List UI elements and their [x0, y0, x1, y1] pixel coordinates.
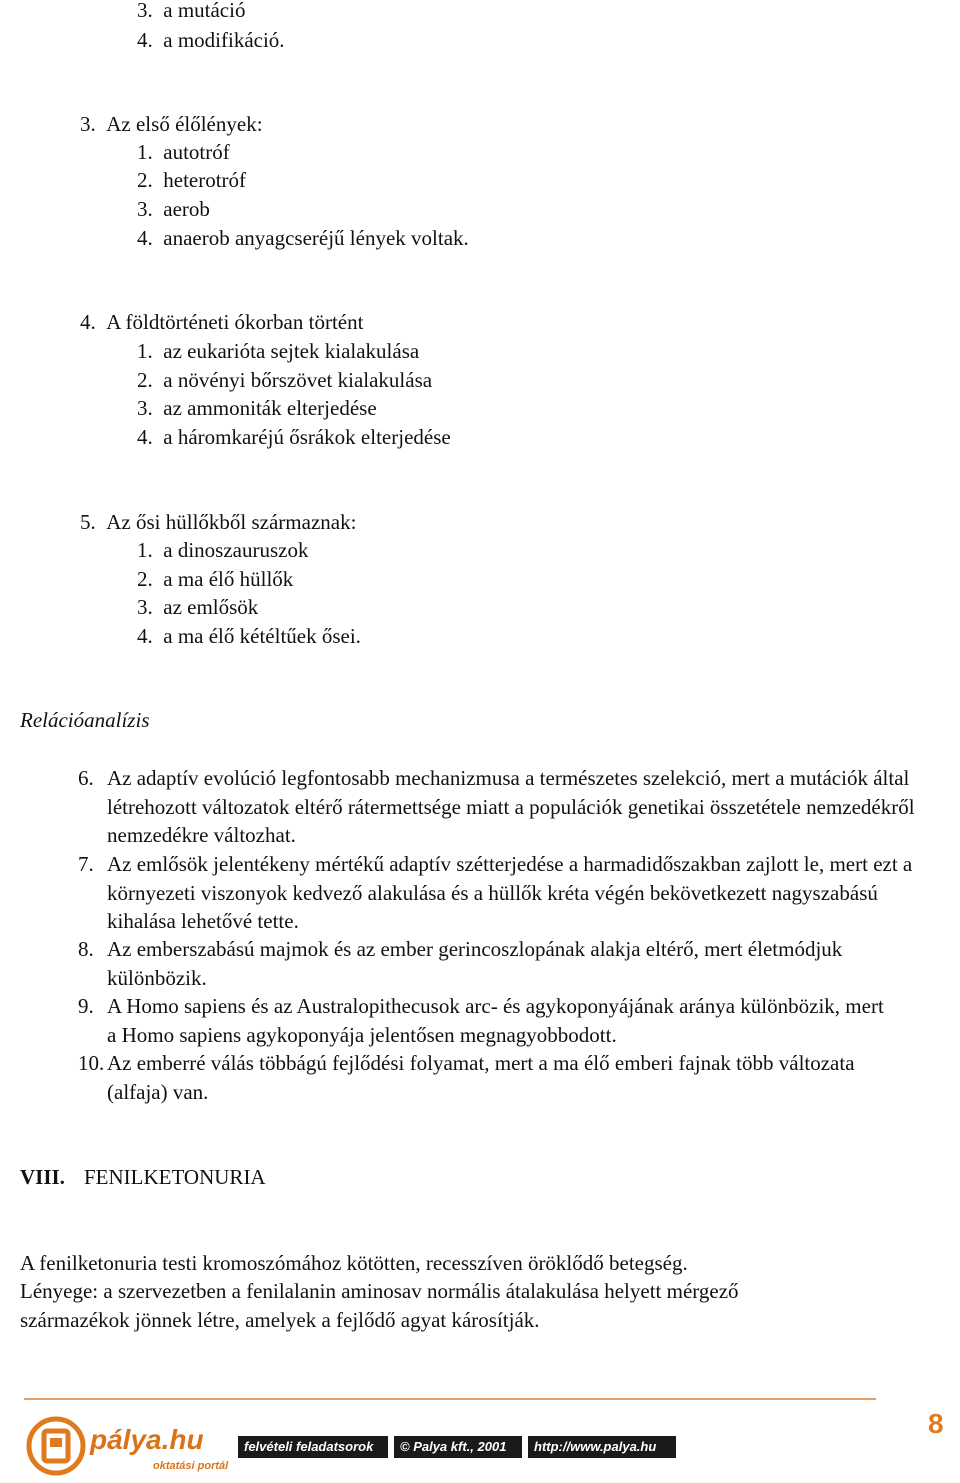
- option-3: 3. a mutáció: [137, 0, 246, 22]
- footer-bar-url[interactable]: http://www.palya.hu: [528, 1436, 676, 1458]
- question-3-option-1: 1. autotróf: [137, 140, 230, 164]
- question-4-option-3: 3. az ammoniták elterjedése: [137, 396, 377, 420]
- relation-item-7: 7. Az emlősök jelentékeny mértékű adaptív szétterjedése a harmadidőszakban zajlott le, mert ezt a környezeti viszonyok kedvező alakulása és a hüllők kréta végén bekövetkezett nagyszabású kihalása lehetővé tette.: [78, 852, 913, 933]
- question-3-option-3: 3. aerob: [137, 197, 210, 221]
- relation-item-8: 8. Az emberszabású majmok és az ember gerincoszlopának alakja eltérő, mert életmódjuk különbözik.: [78, 937, 843, 990]
- section-title: FENILKETONURIA: [84, 1165, 266, 1189]
- section-number: VIII.: [20, 1165, 65, 1189]
- footer-bar-feladatsorok: felvételi feladatsorok: [238, 1436, 388, 1458]
- body-line-3: származékok jönnek létre, amelyek a fejlődő agyat károsítják.: [20, 1308, 540, 1332]
- footer-divider: [24, 1398, 876, 1400]
- logo-subtitle: oktatási portál: [153, 1460, 229, 1472]
- footer-bar-copyright: © Palya kft., 2001: [394, 1436, 522, 1458]
- body-line-2: Lényege: a szervezetben a fenilalanin aminosav normális átalakulása helyett mérgező: [20, 1279, 739, 1303]
- logo-text: pálya.hu: [90, 1424, 204, 1455]
- palya-logo-icon: [26, 1416, 86, 1476]
- question-4-option-2: 2. a növényi bőrszövet kialakulása: [137, 368, 433, 392]
- body-line-1: A fenilketonuria testi kromoszómához kötötten, recesszíven öröklődő betegség.: [20, 1251, 688, 1275]
- question-5-option-1: 1. a dinoszauruszok: [137, 538, 309, 562]
- question-5-option-3: 3. az emlősök: [137, 595, 259, 619]
- question-5-option-4: 4. a ma élő kétéltűek ősei.: [137, 624, 361, 648]
- option-4: 4. a modifikáció.: [137, 28, 285, 52]
- question-3-option-4: 4. anaerob anyagcseréjű lények voltak.: [137, 226, 469, 250]
- relation-item-10: 10. Az emberré válás többágú fejlődési folyamat, mert a ma élő emberi fajnak több változata (alfaja) van.: [78, 1051, 855, 1104]
- page-number: 8: [928, 1408, 944, 1439]
- question-3-option-2: 2. heterotróf: [137, 168, 247, 192]
- section-heading-relacioanalizis: Relációanalízis: [20, 708, 150, 732]
- question-5-option-2: 2. a ma élő hüllők: [137, 567, 294, 591]
- question-4-option-1: 1. az eukarióta sejtek kialakulása: [137, 339, 420, 363]
- question-4-stem: 4. A földtörténeti ókorban történt: [80, 310, 364, 334]
- question-4-option-4: 4. a háromkaréjú ősrákok elterjedése: [137, 425, 451, 449]
- relation-item-6: 6. Az adaptív evolúció legfontosabb mechanizmusa a természetes szelekció, mert a mutációk által létrehozott változatok eltérő rátermettsége miatt a populációk genetikai összetétele nemzedékről nemzedékre változhat.: [78, 766, 915, 847]
- relation-item-9: 9. A Homo sapiens és az Australopithecusok arc- és agykoponyájának aránya különbözik, mert a Homo sapiens agykoponyája jelentősen megnagyobbodott.: [78, 994, 884, 1047]
- question-3-stem: 3. Az első élőlények:: [80, 112, 263, 136]
- question-5-stem: 5. Az ősi hüllőkből származnak:: [80, 510, 357, 534]
